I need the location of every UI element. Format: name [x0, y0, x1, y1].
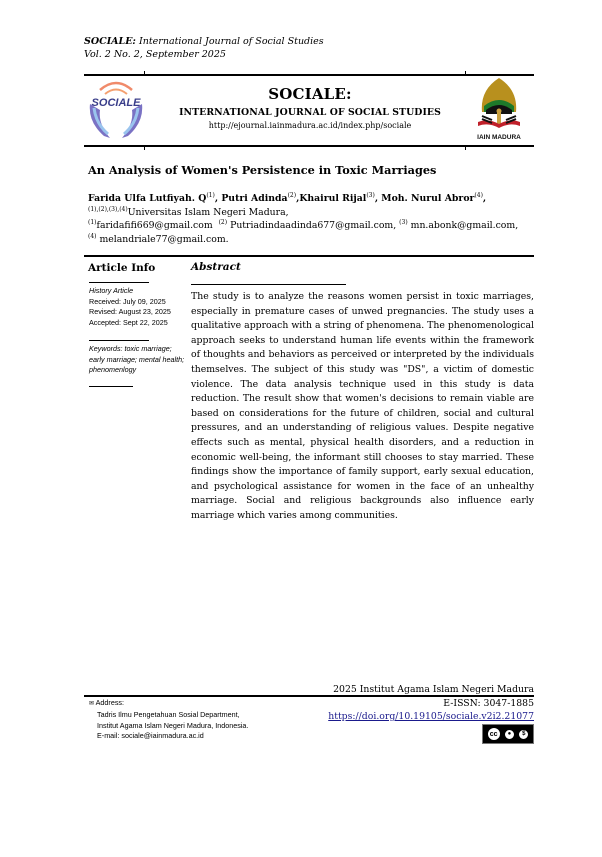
journal-title: SOCIALE: — [268, 85, 352, 103]
correspondence-address — [89, 698, 248, 742]
running-journal-name: SOCIALE: International Journal of Social Studies — [84, 36, 324, 47]
accepted-date: Accepted: Sept 22, 2025 — [89, 317, 168, 327]
masthead-tick — [144, 71, 145, 75]
by-icon: ● — [504, 729, 515, 740]
abstract-text: The study is to analyze the reasons women persist in toxic marriages, especially in premature cases of unwed pregnancies. The study uses a qualitative approach with a string of phenomena. The phenomenological approach seeks to understand human life events within the framework of thoughts and behaviors as perceived or interpreted by the individuals themselves. The subject of this study was "DS", a victim of domestic violence. The data analysis technique used in this study is data reduction. The result show that women's decisions to remain viable are based on considerations for the future of children, social and cultural pressures, and an understanding of religious values. Despite negative effects such as mental, physical health disorders, and a reduction in economic well-being, the informant still chooses to stay married. These findings show the importance of family support, early sexual education, and psychological assistance for women in the face of an unhealthy marriage. Social and religious backgrounds also influence early marriage which varies among communities. — [191, 291, 534, 521]
info-rule — [89, 386, 133, 387]
nc-icon: $ — [518, 729, 529, 740]
cc-license-badge[interactable] — [482, 724, 534, 744]
masthead-top-rule — [84, 74, 534, 76]
address-line: Institut Agama Islam Negeri Madura, Indonesia. — [97, 720, 249, 730]
address-line: Tadris Ilmu Pengetahuan Sosial Department, — [97, 709, 240, 719]
keywords: Keywords: toxic marriage; early marriage; mental health; phenomenlogy — [89, 344, 185, 374]
e-issn: E-ISSN: 3047-1885 — [443, 698, 534, 709]
article-title: An Analysis of Women's Persistence in Toxic Marriages — [88, 163, 437, 177]
sociale-logo-icon — [86, 78, 146, 142]
author-emails-cont: $^{(4)}$ melandriale77@gmail.com. — [88, 232, 229, 245]
footer-rule — [84, 695, 534, 697]
running-issue: Vol. 2 No. 2, September 2025 — [84, 49, 226, 60]
article-info-heading: Article Info — [88, 262, 156, 274]
info-rule — [89, 282, 149, 283]
masthead-tick — [465, 146, 466, 150]
history-label: History Article — [89, 286, 134, 295]
copyright: 2025 Institut Agama Islam Negeri Madura — [333, 684, 534, 695]
envelope-icon: ✉ — [89, 701, 95, 707]
iain-madura-logo — [470, 76, 528, 144]
affiliation: $^{(1),(2),(3),(4)}$Universitas Islam Negeri Madura, — [88, 205, 289, 218]
doi-link[interactable]: https://doi.org/10.19105/sociale.v2i2.21077 — [328, 711, 534, 722]
iain-madura-logo-icon — [470, 76, 528, 144]
article-history — [89, 286, 171, 328]
svg-text:SOCIALE: SOCIALE — [91, 97, 141, 109]
running-header — [84, 35, 324, 61]
address-email: E-mail: sociale@iainmadura.ac.id — [97, 731, 204, 741]
svg-text:IAIN MADURA: IAIN MADURA — [477, 134, 521, 141]
author-emails: $^{(1)}$faridafifi669@gmail.com $^{(2)}$ Putriadindaadinda677@gmail.com, $^{(3)}$ mn.abonk@gmail.com, — [88, 219, 519, 231]
sociale-logo — [86, 78, 146, 142]
received-date: Received: July 09, 2025 — [89, 296, 166, 306]
journal-url[interactable]: http://ejournal.iainmadura.ac.id/index.php/sociale — [208, 121, 412, 130]
abstract-heading: Abstract — [191, 261, 241, 273]
journal-subtitle: INTERNATIONAL JOURNAL OF SOCIAL STUDIES — [179, 107, 441, 118]
abstract-rule — [191, 284, 346, 285]
section-rule — [84, 255, 534, 257]
author-list: Farida Ulfa Lutfiyah. $Q^{(1)}$, Putri Adinda$^{(2)}$,Khairul Rijal$^{(3)}$, Moh. Nurul Abror$^{(4)}$, — [88, 192, 487, 204]
address-label: Address: — [95, 698, 125, 707]
cc-icon: cc — [487, 727, 501, 741]
masthead-bottom-rule — [84, 145, 534, 147]
info-rule — [89, 340, 149, 341]
masthead-tick — [144, 146, 145, 150]
revised-date: Revised: August 23, 2025 — [89, 307, 171, 316]
masthead-tick — [465, 71, 466, 75]
authors-block — [88, 192, 538, 246]
